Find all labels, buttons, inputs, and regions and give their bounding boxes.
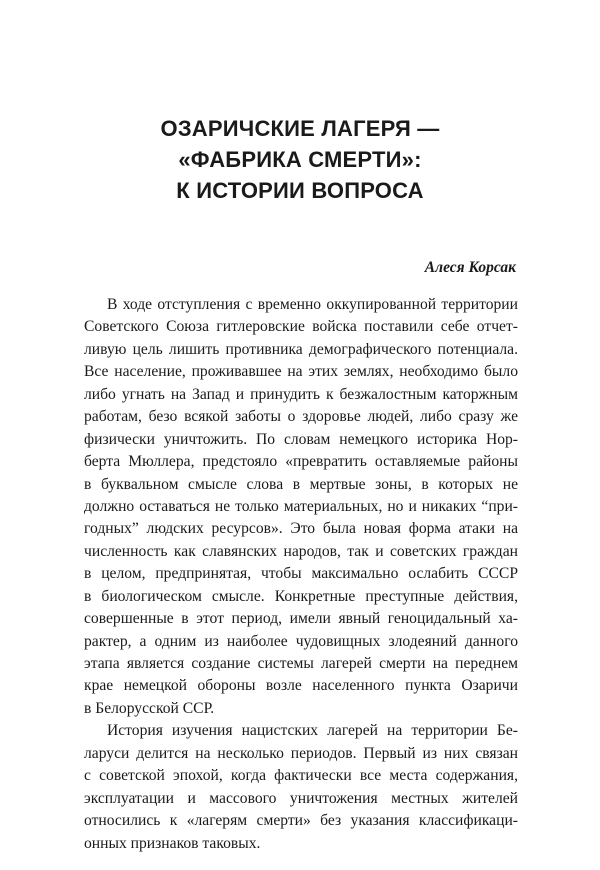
text-line: История изучения нацистских лагерей на территории Бе- [107, 722, 518, 740]
text-line: ливую цель лишить противника демографического потенциала. [84, 340, 518, 358]
text-line: либо угнать на Запад и принудить к безжалостным каторжным [84, 385, 518, 403]
title-line: ОЗАРИЧСКИЕ ЛАГЕРЯ — [160, 116, 440, 141]
title-line: К ИСТОРИИ ВОПРОСА [176, 178, 424, 203]
text-line: в Белорусской ССР. [84, 699, 215, 717]
text-line: численность как славянских народов, так и советских граждан [84, 542, 518, 560]
text-line: физически уничтожить. По словам немецкого историка Нор- [84, 430, 518, 448]
paragraph-2 [84, 720, 518, 855]
text-line: должно оставаться не только материальных, но и никаких “при- [84, 497, 518, 515]
article-body [84, 294, 518, 855]
text-line: эксплуатации и массового уничтожения местных жителей [84, 789, 518, 807]
paragraph-1 [84, 294, 518, 720]
article-title [0, 113, 600, 206]
text-line: совершенные в этот период, имели явный геноцидальный ха- [84, 610, 518, 628]
title-line: «ФАБРИКА СМЕРТИ»: [178, 147, 422, 172]
text-line: в буквальном смысле слова в мертвые зоны, в которых не [84, 475, 518, 493]
text-line: рактер, а одним из наиболее чудовищных злодеяний данного [84, 632, 518, 650]
text-line: в биологическом смысле. Конкретные преступные действия, [84, 587, 518, 605]
text-line: берта Мюллера, предстояло «превратить оставляемые районы [84, 453, 518, 471]
text-line: ларуси делится на несколько периодов. Первый из них связан [84, 744, 518, 762]
author-name: Алеся Корсак [424, 259, 516, 276]
text-line: онных признаков таковых. [84, 834, 261, 852]
text-line: Все население, проживавшее на этих землях, необходимо было [84, 363, 518, 381]
text-line: относились к «лагерям смерти» без указания классификаци- [84, 812, 518, 830]
text-line: в целом, предпринятая, чтобы максимально ослабить СССР [84, 565, 518, 583]
text-line: В ходе отступления с временно оккупированной территории [107, 296, 518, 313]
text-line: крае немецкой обороны возле населенного пункта Озаричи [84, 677, 518, 695]
text-line: годных” людских ресурсов». Это была новая форма атаки на [84, 520, 518, 538]
text-line: работам, безо всякой заботы о здоровье людей, либо сразу же [84, 408, 518, 426]
text-line: Советского Союза гитлеровские войска поставили себе отчет- [84, 318, 518, 336]
text-line: этапа является создание системы лагерей смерти на переднем [84, 655, 518, 672]
text-line: с советской эпохой, когда фактически все места содержания, [84, 767, 518, 785]
